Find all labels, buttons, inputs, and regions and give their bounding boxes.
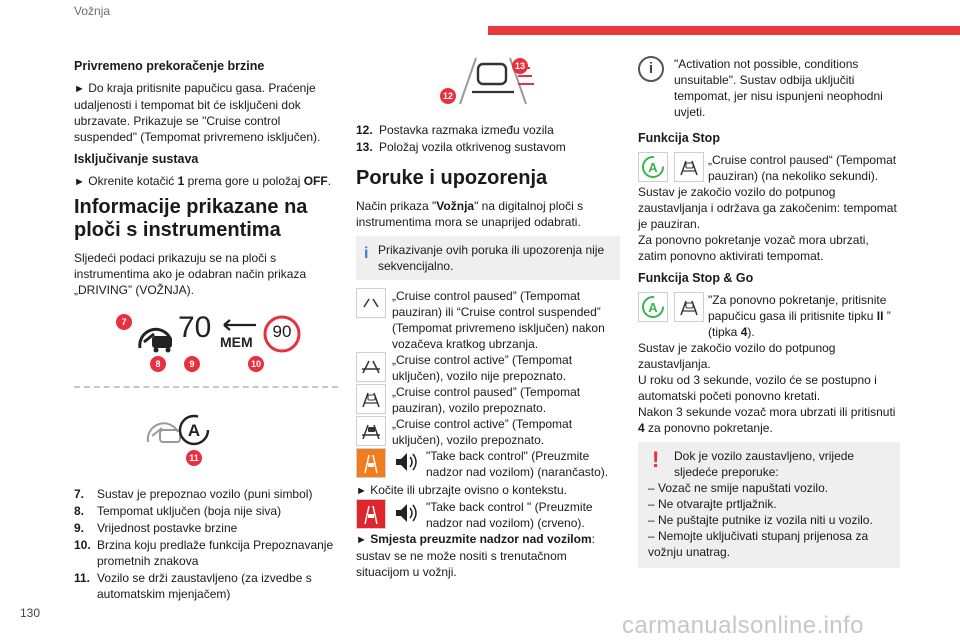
auto-hold-green-icon bbox=[638, 152, 668, 182]
info-note-text: Prikazivanje ovih poruka ili upozorenja nije sekvencijalno. bbox=[378, 243, 605, 273]
heading-stop-function: Funkcija Stop bbox=[638, 131, 720, 145]
paragraph-instrument-info: Sljedeći podaci prikazuju se na ploči s instrumentima ako je odabran način prikaza „DRIVING” (VOŽNJA). bbox=[74, 251, 307, 297]
column-right bbox=[638, 56, 900, 568]
brake-text: Kočite ili ubrzajte ovisno o kontekstu. bbox=[370, 483, 568, 497]
audio-alert-icon bbox=[392, 499, 422, 529]
display-mode-text-a: Način prikaza " bbox=[356, 199, 437, 213]
heading-stop-go: Funkcija Stop & Go bbox=[638, 271, 754, 285]
list-item bbox=[74, 503, 340, 519]
take-back-control-orange-icon bbox=[356, 448, 386, 478]
warning-intro bbox=[648, 448, 892, 480]
message-text: „Cruise control active” (Tempomat uključen), vozilo nije prepoznato. bbox=[392, 353, 573, 383]
badge-7: 7 bbox=[116, 314, 132, 330]
badge-9: 9 bbox=[184, 356, 200, 372]
list-num: 7. bbox=[74, 487, 85, 501]
arrow-bullet-icon: ► bbox=[356, 534, 367, 546]
stop-go-text-d: Sustav je zakočio vozilo do potpunog zaustavljanja. bbox=[638, 341, 836, 371]
message-text: „Cruise control paused” (Tempomat pauziran) ili “Cruise control suspended” (Tempomat privremeno isključen) nakon vozačeva kratkog ubrzanja. bbox=[392, 289, 605, 351]
stop-text-c: Za ponovno pokretanje vozač mora ubrzati, zatim ponovno aktivirati tempomat. bbox=[638, 233, 869, 263]
badge-11: 11 bbox=[186, 450, 202, 466]
stop-row bbox=[638, 152, 900, 184]
activation-note bbox=[638, 56, 900, 120]
message-text: „Cruise control active” (Tempomat uključen), vozilo prepoznato. bbox=[392, 417, 573, 447]
warning-intro-text: Dok je vozilo zaustavljeno, vrijede sljedeće preporuke: bbox=[674, 449, 855, 479]
heading-instrument-info: Informacije prikazane na ploči s instrumentima bbox=[74, 196, 308, 241]
stop-go-num: 4 bbox=[740, 325, 748, 339]
paragraph-takeover bbox=[356, 531, 620, 580]
info-circle-icon: i bbox=[638, 56, 664, 82]
warning-item: – Nemojte uključivati stupanj prijenosa za vožnju unatrag. bbox=[648, 529, 869, 559]
cruise-paused-vehicle-icon bbox=[674, 292, 704, 322]
vehicle-speedometer-icon bbox=[136, 320, 176, 354]
list-item bbox=[356, 122, 620, 138]
message-text: "Take back control" (Preuzmite nadzor nad vozilom) (narančasto). bbox=[426, 449, 609, 479]
stop-go-text: ). bbox=[747, 325, 755, 339]
badge-10: 10 bbox=[248, 356, 264, 372]
stop-go-text-e: U roku od 3 sekunde, vozilo će se postupno i automatski početi ponovno kretati. bbox=[638, 373, 877, 403]
legend-list-left bbox=[74, 486, 340, 602]
display-mode-text-b: " na digitalnoj ploči s instrumentima mora se unaprijed odabrati. bbox=[356, 199, 584, 229]
auto-hold-green-icon bbox=[638, 292, 668, 322]
stop-text-a: „Cruise control paused“ (Tempomat pauziran) (na nekoliko sekundi). bbox=[708, 153, 897, 183]
paragraph-brake bbox=[356, 482, 620, 499]
list-text: Sustav je prepoznao vozilo (puni simbol) bbox=[97, 487, 313, 501]
stop-go-num: 4 bbox=[638, 421, 645, 435]
section-label: Vožnja bbox=[74, 4, 111, 18]
paragraph-display-mode bbox=[356, 198, 620, 230]
list-num: 9. bbox=[74, 521, 85, 535]
list-num: 10. bbox=[74, 538, 91, 552]
list-text: Položaj vozila otkrivenog sustavom bbox=[379, 140, 566, 154]
arrow-bullet-icon: ► bbox=[74, 176, 85, 188]
mem-label: MEM bbox=[220, 334, 253, 350]
stop-go-text-f bbox=[638, 404, 900, 436]
svg-text:A: A bbox=[648, 160, 658, 175]
takeover-bold: Smjesta preuzmite nadzor nad vozilom bbox=[370, 532, 592, 546]
cruise-active-no-vehicle-icon bbox=[356, 352, 386, 382]
stop-go-text: za ponovno pokretanje. bbox=[644, 421, 773, 435]
activation-text: "Activation not possible, conditions unsuitable". Sustav odbija uključiti tempomat, jer nisu ispunjeni neophodni uvjeti. bbox=[674, 57, 883, 119]
list-item bbox=[74, 537, 340, 569]
list-num: 11. bbox=[74, 571, 91, 585]
stop-go-key: II bbox=[876, 309, 884, 323]
info-note bbox=[356, 236, 620, 280]
message-row bbox=[356, 416, 620, 448]
disable-text-b: prema gore u položaj bbox=[184, 174, 304, 188]
list-item bbox=[74, 570, 340, 602]
instrument-diagram-top bbox=[74, 304, 340, 412]
message-row bbox=[356, 384, 620, 416]
message-row bbox=[356, 499, 620, 531]
list-text: Tempomat uključen (boja nije siva) bbox=[97, 504, 282, 518]
page-number: 130 bbox=[20, 606, 41, 620]
list-item bbox=[74, 486, 340, 502]
svg-text:A: A bbox=[648, 300, 658, 315]
stop-text-b: Sustav je zakočio vozilo do potpunog zaustavljanja i održava ga zakočenim: tempomat je pauziran. bbox=[638, 185, 897, 231]
warning-item: – Vozač ne smije napuštati vozilo. bbox=[648, 481, 829, 495]
list-item bbox=[356, 139, 620, 155]
set-speed-value: 70 bbox=[178, 311, 212, 344]
legend-list-middle bbox=[356, 122, 620, 155]
auto-hold-icon bbox=[178, 414, 210, 446]
watermark: carmanualsonline.info bbox=[622, 612, 864, 639]
list-num: 8. bbox=[74, 504, 85, 518]
message-text: "Take back control " (Preuzmite nadzor nad vozilom) (crveno). bbox=[426, 500, 593, 530]
badge-13: 13 bbox=[512, 58, 528, 74]
disable-num: 1 bbox=[177, 174, 185, 188]
list-text: Vrijednost postavke brzine bbox=[97, 521, 238, 535]
column-middle bbox=[356, 56, 620, 580]
stop-go-text: Nakon 3 sekunde vozač mora ubrzati ili pritisnuti bbox=[638, 405, 896, 419]
list-text: Vozilo se drži zaustavljeno (za izvedbe s automatskim mjenjačem) bbox=[97, 571, 312, 601]
cruise-active-vehicle-icon bbox=[356, 416, 386, 446]
heading-disable-system: Isključivanje sustava bbox=[74, 152, 199, 166]
info-icon: i bbox=[364, 245, 369, 262]
paused-acceleration-icon bbox=[356, 288, 386, 318]
disable-off: OFF bbox=[303, 174, 328, 188]
display-mode-bold: Vožnja bbox=[436, 199, 475, 213]
message-row bbox=[356, 288, 620, 352]
heading-temporary-override: Privremeno prekoračenje brzine bbox=[74, 59, 265, 73]
divider-dashed bbox=[74, 386, 338, 388]
warning-exclamation-icon: ! bbox=[652, 447, 660, 472]
heading-messages: Poruke i upozorenja bbox=[356, 167, 548, 189]
takeover-text: : sustav se ne može nositi s trenutačnom situacijom u vožnji. bbox=[356, 532, 595, 579]
cruise-paused-vehicle-icon bbox=[356, 384, 386, 414]
disable-text-c: . bbox=[327, 174, 332, 188]
override-text: Do kraja pritisnite papučicu gasa. Praćenje udaljenosti i tempomat bit će isključeni dok ubrzavate. Prikazuje se "Cruise control suspended" (Tempomat privremeno isključen). bbox=[74, 81, 321, 144]
disable-text-a: Okrenite kotačić bbox=[88, 174, 178, 188]
arrow-bullet-icon: ► bbox=[356, 485, 367, 497]
instrument-diagram-bottom bbox=[74, 416, 340, 474]
warning-box bbox=[638, 442, 900, 568]
list-text: Postavka razmaka između vozila bbox=[379, 123, 554, 137]
stop-go-row bbox=[638, 292, 900, 340]
take-back-control-red-icon bbox=[356, 499, 386, 529]
paragraph-disable bbox=[74, 173, 340, 190]
list-item bbox=[74, 520, 340, 536]
warning-item: – Ne puštajte putnike iz vozila niti u vozilo. bbox=[648, 513, 873, 527]
message-row bbox=[356, 352, 620, 384]
speed-limit-value: 90 bbox=[272, 322, 292, 341]
list-num: 13. bbox=[356, 140, 373, 154]
chapter-accent-bar bbox=[488, 26, 960, 35]
message-row bbox=[356, 448, 620, 482]
message-text: „Cruise control paused” (Tempomat pauziran), vozilo prepoznato. bbox=[392, 385, 581, 415]
svg-text:A: A bbox=[187, 421, 201, 440]
distance-diagram bbox=[356, 56, 620, 112]
stop-go-text: ” (tipka bbox=[708, 309, 891, 339]
badge-8: 8 bbox=[150, 356, 166, 372]
warning-item: – Ne otvarajte prtljažnik. bbox=[648, 497, 777, 511]
cruise-paused-vehicle-icon bbox=[674, 152, 704, 182]
paragraph-override bbox=[74, 80, 340, 145]
list-text: Brzina koju predlaže funkcija Prepoznavanje prometnih znakova bbox=[97, 538, 334, 568]
list-num: 12. bbox=[356, 123, 373, 137]
arrow-bullet-icon: ► bbox=[74, 83, 85, 95]
audio-alert-icon bbox=[392, 448, 422, 478]
badge-12: 12 bbox=[440, 88, 456, 104]
stop-go-text: "Za ponovno pokretanje, pritisnite papučicu gasa ili pritisnite tipku bbox=[708, 293, 887, 323]
column-left bbox=[74, 58, 340, 603]
left-arrow-icon bbox=[222, 318, 258, 332]
